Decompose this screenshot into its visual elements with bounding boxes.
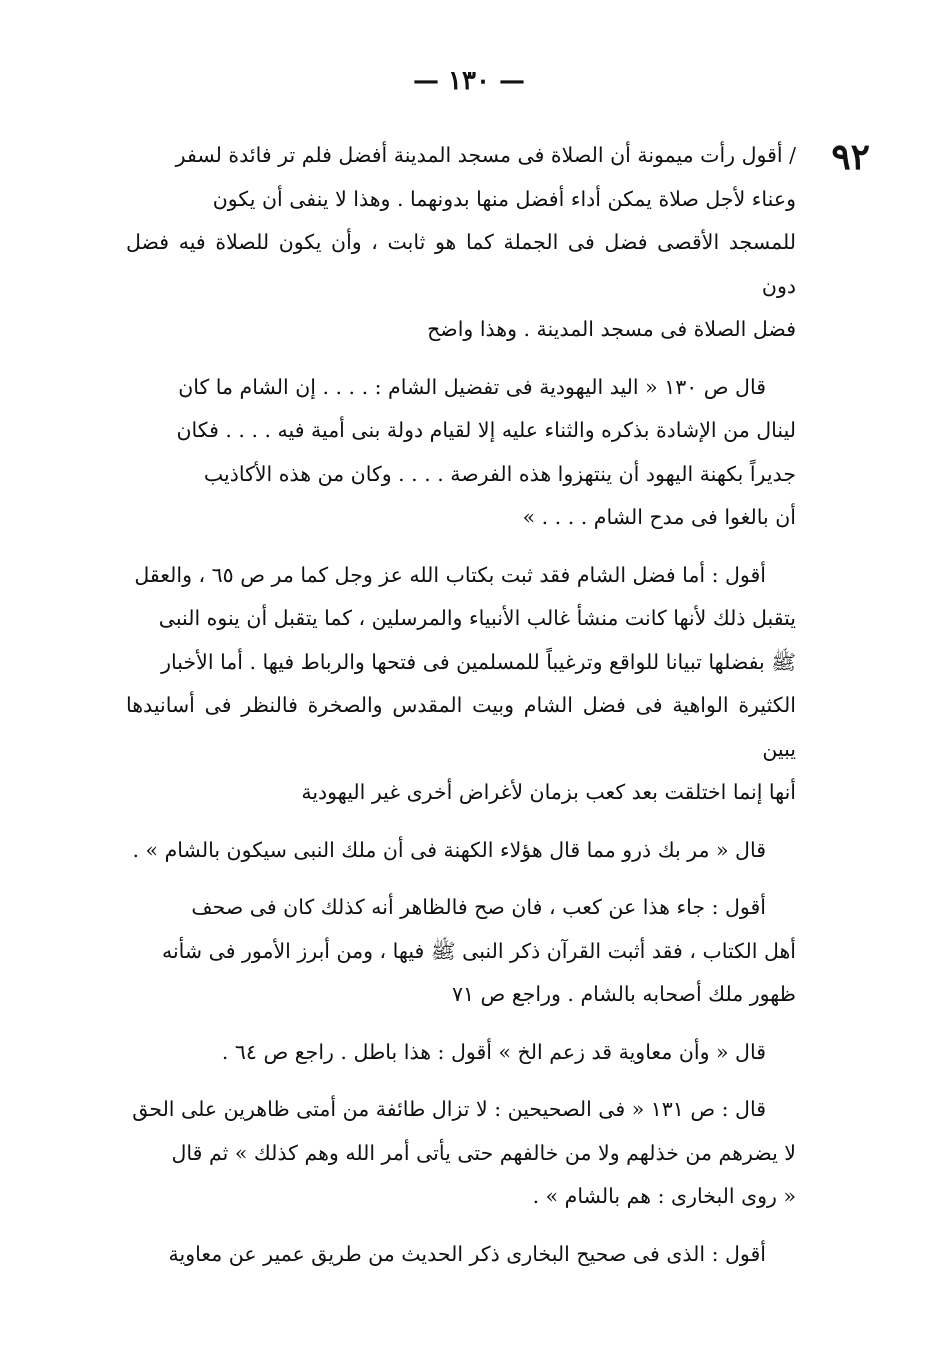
paragraph-5: [126, 886, 796, 1017]
text-line: « روى البخارى : هم بالشام » .: [532, 1184, 796, 1208]
text-line: يتقبل ذلك لأنها كانت منشأ غالب الأنبياء والمرسلين ، كما يتقبل أن ينوه النبى: [158, 606, 796, 630]
text-line: / أقول رأت ميمونة أن الصلاة فى مسجد المدينة أفضل فلم تر فائدة لسفر: [175, 143, 796, 167]
paragraph-2: [126, 366, 796, 540]
text-line: لينال من الإشادة بذكره والثناء عليه إلا لقيام دولة بنى أمية فيه . . . . فكان: [176, 418, 796, 442]
body-text: [126, 134, 796, 1290]
text-line: أنها إنما اختلقت بعد كعب بزمان لأغراض أخرى غير اليهودية: [301, 780, 796, 804]
text-line: فضل الصلاة فى مسجد المدينة . وهذا واضح: [427, 317, 796, 341]
text-line: أقول : الذى فى صحيح البخارى ذكر الحديث من طريق عمير عن معاوية: [168, 1241, 766, 1266]
section-number: ٩٢: [831, 136, 870, 178]
paragraph-6: [126, 1031, 796, 1075]
text-line: قال ص ١٣٠ « اليد اليهودية فى تفضيل الشام : . . . . إن الشام ما كان: [178, 374, 766, 399]
text-line: الكثيرة الواهية فى فضل الشام وبيت المقدس والصخرة فالنظر فى أسانيدها يبين: [126, 693, 796, 761]
text-line: قال « وأن معاوية قد زعم الخ » أقول : هذا باطل . راجع ص ٦٤ .: [221, 1039, 766, 1064]
page-number: — ١٣٠ —: [412, 66, 526, 96]
paragraph-7: [126, 1088, 796, 1219]
paragraph-1: [126, 134, 796, 352]
text-line: للمسجد الأقصى فضل فى الجملة كما هو ثابت ، وأن يكون للصلاة فيه فضل دون: [126, 230, 796, 298]
paragraph-4: [126, 829, 796, 873]
text-line: قال « مر بك ذرو مما قال هؤلاء الكهنة فى أن ملك النبى سيكون بالشام » .: [132, 837, 766, 862]
text-line: قال : ص ١٣١ « فى الصحيحين : لا تزال طائفة من أمتى ظاهرين على الحق: [132, 1097, 766, 1121]
text-line: أقول : أما فضل الشام فقد ثبت بكتاب الله عز وجل كما مر ص ٦٥ ، والعقل: [134, 562, 766, 587]
text-line: لا يضرهم من خذلهم ولا من خالفهم حتى يأتى أمر الله وهم كذلك » ثم قال: [171, 1140, 796, 1165]
text-line: ﷺ بفضلها تبيانا للواقع وترغيباً للمسلمين فى فتحها والرباط فيها . أما الأخبار: [161, 649, 796, 674]
text-line: أقول : جاء هذا عن كعب ، فان صح فالظاهر أنه كذلك كان فى صحف: [191, 895, 766, 919]
text-line: ظهور ملك أصحابه بالشام . وراجع ص ٧١: [451, 982, 796, 1006]
paragraph-3: [126, 554, 796, 815]
paragraph-8: [126, 1233, 796, 1277]
text-line: أن بالغوا فى مدح الشام . . . . »: [522, 505, 796, 529]
text-line: أهل الكتاب ، فقد أثبت القرآن ذكر النبى ﷺ فيها ، ومن أبرز الأمور فى شأنه: [161, 938, 796, 963]
text-line: جديراً بكهنة اليهود أن ينتهزوا هذه الفرصة . . . . وكان من هذه الأكاذيب: [203, 461, 796, 486]
text-line: وعناء لأجل صلاة يمكن أداء أفضل منها بدونهما . وهذا لا ينفى أن يكون: [212, 186, 796, 211]
